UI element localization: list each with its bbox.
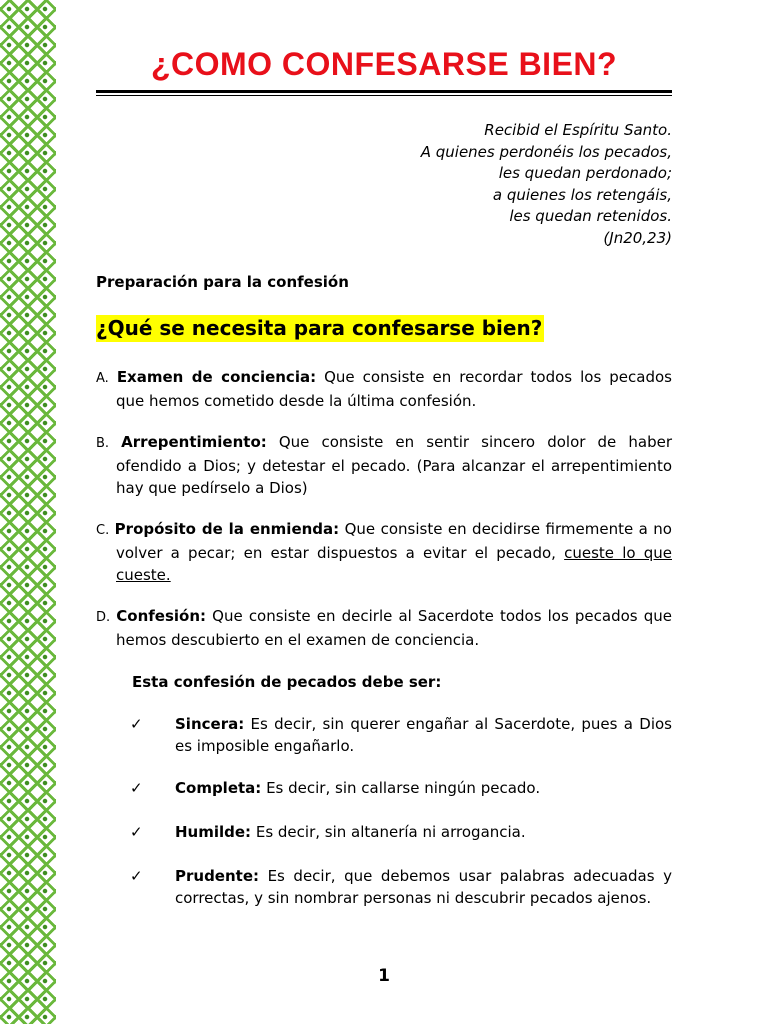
item-term: Arrepentimiento: [121,433,267,451]
list-item-confesion [96,605,672,651]
checklist-term: Completa: [175,779,262,797]
item-text: Que consiste en sentir sincero dolor de haber ofendido a Dios; y detestar el pecado. (Para alcanzar el arrepentimiento hay que pedírselo a Dios) [116,433,672,497]
checkmark-icon: ✓ [130,867,143,885]
item-term: Propósito de la enmienda: [114,520,340,538]
item-term: Confesión: [116,607,207,625]
epigraph-line: les quedan retenidos. [509,207,672,225]
section-subheading: Preparación para la confesión [96,273,349,291]
page-title: ¿COMO CONFESARSE BIEN? [150,46,618,82]
checklist-text: Es decir, sin querer engañar al Sacerdote, pues a Dios es imposible engañarlo. [175,715,672,755]
checklist-term: Humilde: [175,823,252,841]
checkmark-icon: ✓ [130,779,143,797]
checklist-text: Es decir, sin callarse ningún pecado. [266,779,541,797]
epigraph-line: A quienes perdonéis los pecados, [420,142,672,161]
checkmark-icon: ✓ [130,715,143,733]
item-letter: C. [96,523,110,538]
checklist-text: Es decir, que debemos usar palabras adecuadas y correctas, y sin nombrar personas ni descubrir pecados ajenos. [175,867,672,907]
item-letter: D. [96,610,111,625]
list-item-examen [96,366,672,412]
page-number: 1 [378,966,390,986]
list-item-arrepentimiento [96,431,672,499]
item-text: Que consiste en decidirse firmemente a no volver a pecar; en estar dispuestos a evitar el pecado, [116,520,672,562]
checklist-item-humilde [130,821,672,843]
decorative-border [0,0,56,1024]
epigraph-citation: (Jn20,23) [603,228,672,247]
item-underlined-text: cueste lo que cueste. [116,544,672,584]
checklist-term: Sincera: [175,715,245,733]
checkmark-icon: ✓ [130,823,143,841]
item-letter: B. [96,436,110,451]
epigraph-line: a quienes los retengáis, [492,185,672,204]
item-letter: A. [96,371,109,386]
epigraph-line: les quedan perdonado; [498,164,672,182]
item-term: Examen de conciencia: [116,368,317,386]
item-text: Que consiste en decirle al Sacerdote todos los pecados que hemos descubierto en el examen de conciencia. [116,607,672,649]
checklist-item-prudente [130,865,672,909]
highlighted-question: ¿Qué se necesita para confesarse bien? [96,316,543,340]
checklist-term: Prudente: [175,867,260,885]
title-divider [96,90,672,96]
epigraph-line: Recibid el Espíritu Santo. [484,121,672,139]
checklist-item-completa [130,777,672,799]
item-text: Que consiste en recordar todos los pecados que hemos cometido desde la última confesión. [116,368,672,410]
list-item-proposito [96,518,672,586]
checklist-text: Es decir, sin altanería ni arrogancia. [255,823,526,841]
checklist-item-sincera [130,713,672,757]
epigraph-quote [272,120,672,249]
checklist-intro: Esta confesión de pecados debe ser: [132,673,442,691]
